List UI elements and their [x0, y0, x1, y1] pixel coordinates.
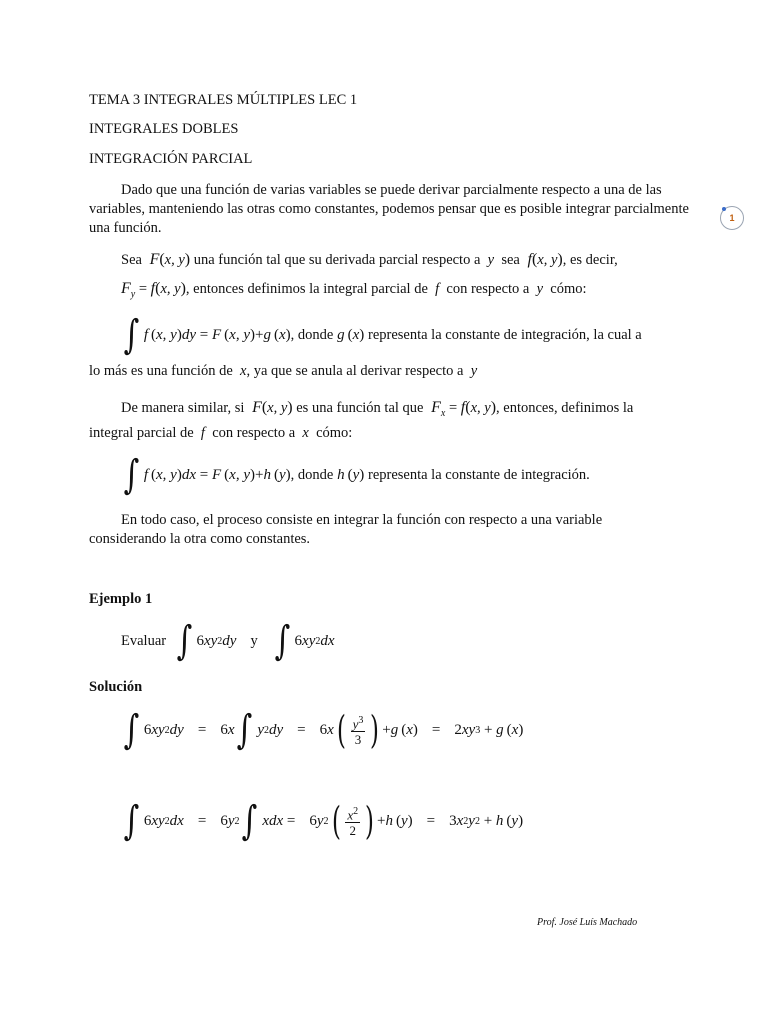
solution-title: Solución — [89, 679, 143, 695]
fraction-y3-over-3: $\frac{y^3}{3}$ — [352, 714, 364, 748]
sea-line: Sea F(x, y) una función tal que su derivada parcial respecto a y sea f(x, y), es decir, — [121, 251, 618, 268]
integral-icon: ∫ — [242, 798, 258, 844]
lesson-title: TEMA 3 INTEGRALES MÚLTIPLES LEC 1 — [89, 92, 358, 108]
integral-icon: ∫ — [237, 707, 253, 753]
section-title: INTEGRALES DOBLES — [89, 121, 239, 137]
intro-paragraph: Dado que una función de varias variables se puede derivar parcialmente respecto a una de las variables, manteniendo las otras como constantes, podemos pensar que es posible integrar parcialmente una función. — [89, 182, 689, 236]
formula-integral-dx: ∫ f ( x, y ) dx = F ( x, y )+ h ( y ) , donde h ( y ) representa la constante de integración. — [123, 452, 590, 498]
integral-icon: ∫ — [123, 452, 140, 498]
integral-icon: ∫ — [123, 312, 140, 358]
integral-icon: ∫ — [123, 707, 140, 753]
example-title: Ejemplo 1 — [89, 591, 153, 607]
integral-icon: ∫ — [274, 618, 290, 664]
subsection-title: INTEGRACIÓN PARCIAL — [89, 151, 253, 167]
fy-line: $F_y = f(x$, y), entonces definimos la integral parcial de f con respecto a y cómo: — [121, 280, 587, 300]
solution-dx: ∫ 6 xy 2 dx = 6 y 2 ∫ xdx = 6 y 2 ( $\frac{x^2}{2}$ ) + h ( y ) = 3 x 2 y 2 + h ( y ) — [123, 798, 524, 844]
formula-integral-dy: ∫ f ( x, y ) dy = F ( x, y )+ g ( x ) , donde g ( x ) representa la constante de integración, la cual a — [123, 312, 642, 358]
example-statement: Evaluar ∫ 6 xy 2 dy y ∫ 6 xy 2 dx — [121, 618, 335, 664]
similar-line-2: integral parcial de f con respecto a x cómo: — [89, 425, 353, 441]
author-footer: Prof. José Luís Machado — [537, 917, 638, 928]
solution-dy: ∫ 6 xy 2 dy = 6 x ∫ y 2 dy = 6 x ( $\frac{y^3}{3}$ ) + g ( x ) = 2 xy 3 + g ( x ) — [123, 707, 524, 753]
page-number-badge: 1 — [720, 206, 744, 230]
fraction-x2-over-2: $\frac{x^2}{2}$ — [347, 805, 359, 839]
badge-dot-icon — [722, 207, 726, 211]
integral-icon: ∫ — [176, 618, 192, 664]
summary-paragraph: En todo caso, el proceso consiste en integrar la función con respecto a una variable considerando la otra como constantes. — [89, 512, 603, 547]
similar-line-1: De manera similar, si F(x, y) es una función tal que $F_x = f(x$, y), entonces, definimos la — [121, 399, 634, 419]
formula-dy-continuation: lo más es una función de x, ya que se anula al derivar respecto a y — [89, 363, 478, 379]
integral-icon: ∫ — [123, 798, 140, 844]
